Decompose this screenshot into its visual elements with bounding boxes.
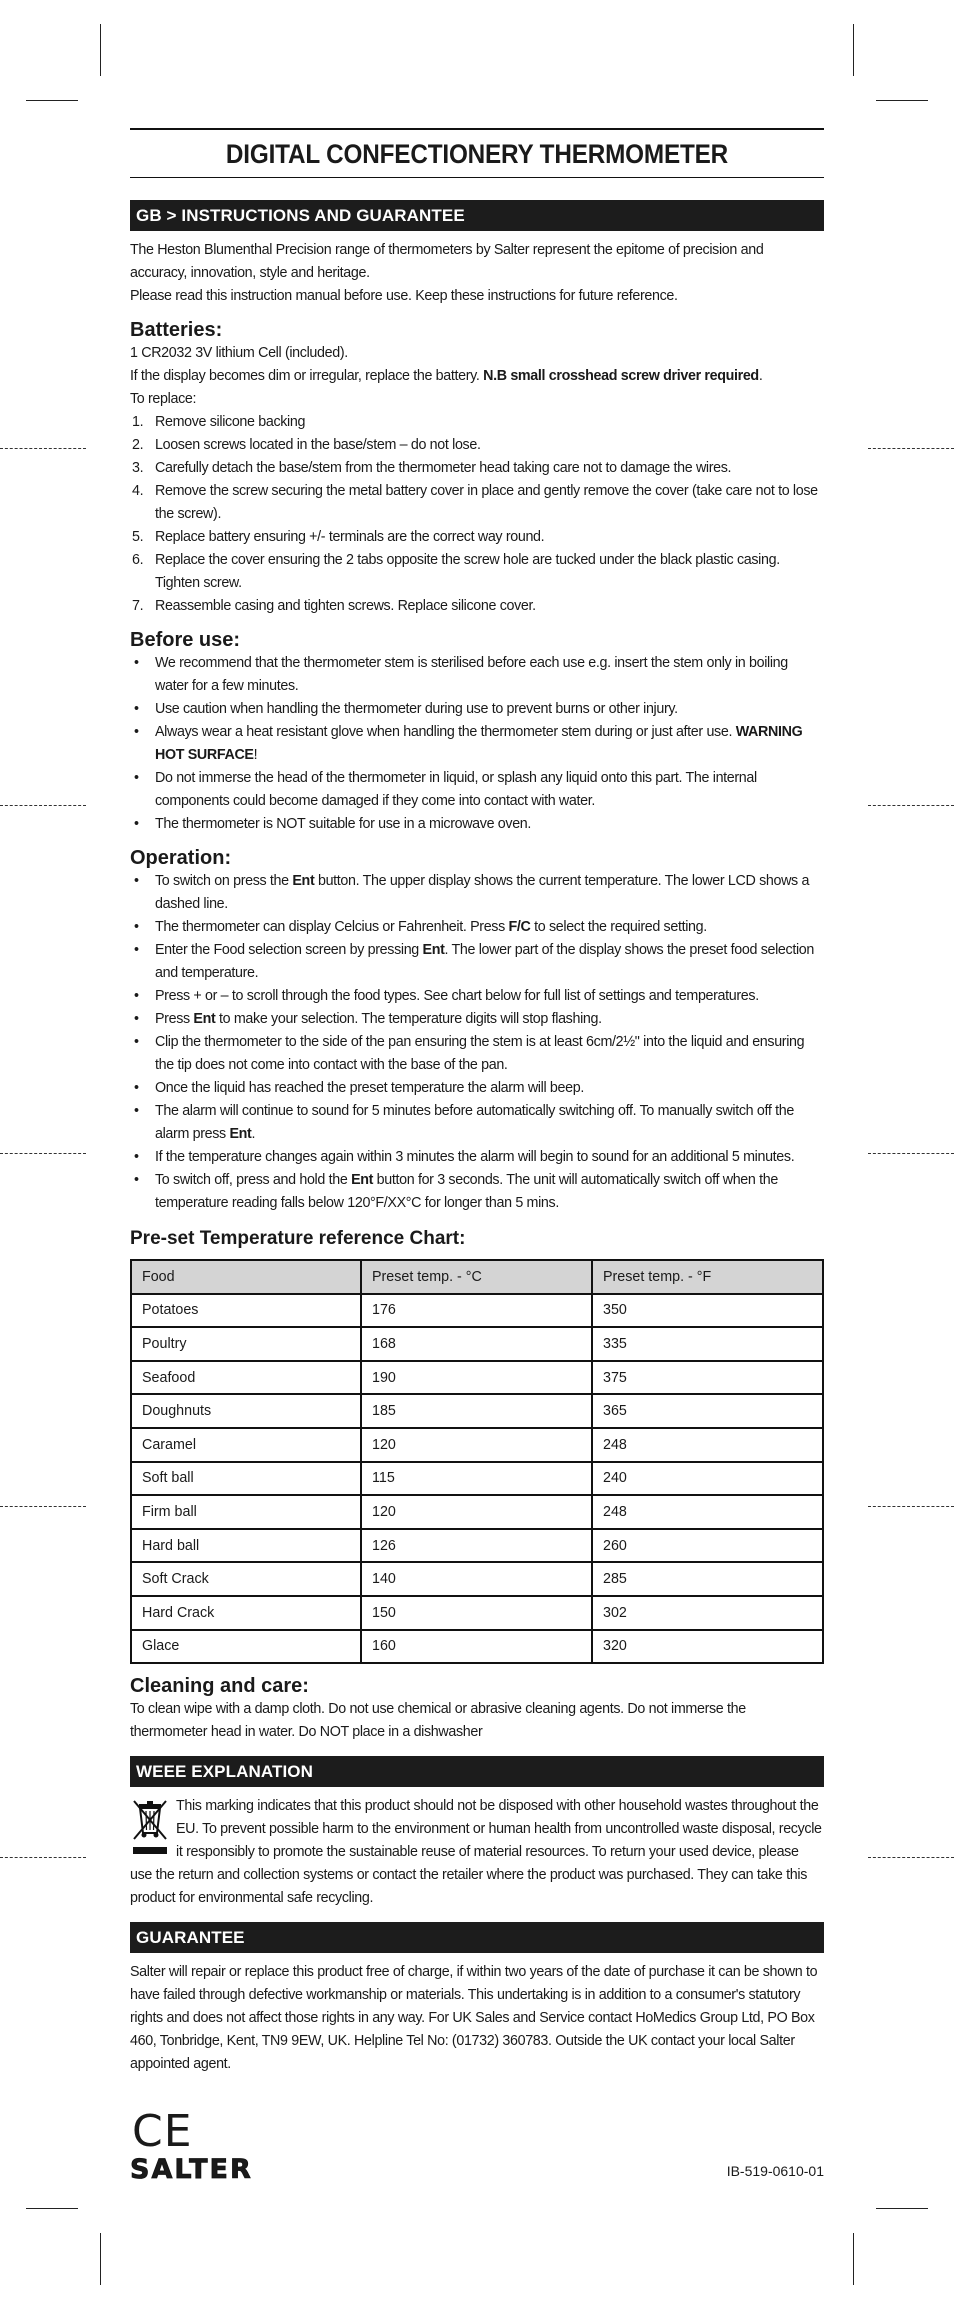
column-header: Food xyxy=(131,1260,361,1294)
table-cell: 260 xyxy=(592,1529,823,1563)
table-cell: 248 xyxy=(592,1428,823,1462)
list-item: • Once the liquid has reached the preset temperature the alarm will beep. xyxy=(134,1080,584,1096)
list-item: 4. Remove the screw securing the metal battery cover in place and gently remove the cover (take care not to lose the screw). xyxy=(132,483,818,522)
list-item: 3. Carefully detach the base/stem from the thermometer head taking care not to damage the wires. xyxy=(132,460,732,476)
column-header: Preset temp. - °C xyxy=(361,1260,592,1294)
list-item: • The thermometer can display Celcius or Fahrenheit. Press F/C to select the required setting. xyxy=(134,919,707,935)
table-cell: 140 xyxy=(361,1562,592,1596)
table-cell: 302 xyxy=(592,1596,823,1630)
table-cell: 185 xyxy=(361,1394,592,1428)
guarantee-text: Salter will repair or replace this product free of charge, if within two years of the date of purchase it can be shown to have failed through defective workmanship or materials. This undertaking is in addition to a consumer's statutory rights and does not affect those rights in any way. For UK Sales and Service contact HoMedics Group Ltd, PO Box 460, Tonbridge, Kent, TN9 9EW, UK. Helpline Tel No: (01732) 360783. Outside the UK contact your local Salter appointed agent. xyxy=(130,1964,818,2073)
list-item: 7. Reassemble casing and tighten screws. Replace silicone cover. xyxy=(132,598,536,614)
table-cell: Hard ball xyxy=(131,1529,361,1563)
crop-mark xyxy=(876,100,928,101)
batteries-heading: Batteries: xyxy=(130,319,223,341)
table-row xyxy=(131,1630,823,1664)
operation-heading: Operation: xyxy=(130,847,232,869)
weee-header: WEEE EXPLANATION xyxy=(130,1756,824,1787)
footer xyxy=(130,2106,824,2185)
table-cell: 115 xyxy=(361,1462,592,1496)
table-cell: 365 xyxy=(592,1394,823,1428)
fold-mark xyxy=(868,1857,954,1858)
fold-mark xyxy=(868,448,954,449)
table-cell: 375 xyxy=(592,1361,823,1395)
list-item: • Use caution when handling the thermometer during use to prevent burns or other injury. xyxy=(134,701,678,717)
table-cell: Firm ball xyxy=(131,1495,361,1529)
crop-mark xyxy=(100,24,101,76)
list-item: 5. Replace battery ensuring +/- terminals are the correct way round. xyxy=(132,529,545,545)
list-item: • Press Ent to make your selection. The temperature digits will stop flashing. xyxy=(134,1011,602,1027)
table-cell: 120 xyxy=(361,1428,592,1462)
crossed-out-wheelie-bin-icon xyxy=(130,1797,170,1857)
fold-mark xyxy=(0,1857,86,1858)
to-replace-label: To replace: xyxy=(130,391,197,407)
instruction-sheet xyxy=(130,128,824,2076)
list-item: • Clip the thermometer to the side of the pan ensuring the stem is at least 6cm/2½" into the liquid and ensuring the tip does not come into contact with the base of the pan. xyxy=(134,1034,805,1073)
battery-type: 1 CR2032 3V lithium Cell (included). xyxy=(130,345,348,361)
table-row xyxy=(131,1428,823,1462)
cleaning-heading: Cleaning and care: xyxy=(130,1675,309,1698)
document-id: IB-519-0610-01 xyxy=(726,2163,824,2179)
list-item: • Always wear a heat resistant glove when handling the thermometer stem during or just after use. WARNING HOT SURFACE! xyxy=(134,724,803,763)
table-cell: 126 xyxy=(361,1529,592,1563)
table-cell: 248 xyxy=(592,1495,823,1529)
table-row xyxy=(131,1462,823,1496)
list-item: • Do not immerse the head of the thermometer in liquid, or splash any liquid onto this part. The internal components could become damaged if they come into contact with water. xyxy=(134,770,757,809)
list-item: 2. Loosen screws located in the base/stem – do not lose. xyxy=(132,437,481,453)
crop-mark xyxy=(853,24,854,76)
chart-heading: Pre-set Temperature reference Chart: xyxy=(130,1228,466,1249)
list-item: 6. Replace the cover ensuring the 2 tabs opposite the screw hole are tucked under the black plastic casing. Tighten screw. xyxy=(132,552,780,591)
table-cell: Seafood xyxy=(131,1361,361,1395)
battery-replace-note: If the display becomes dim or irregular, replace the battery. N.B small crosshead screw driver required. xyxy=(130,368,763,384)
table-cell: 240 xyxy=(592,1462,823,1496)
table-row xyxy=(131,1294,823,1328)
table-cell: 150 xyxy=(361,1596,592,1630)
weee-text: This marking indicates that this product should not be disposed with other household wastes throughout the EU. To prevent possible harm to the environment or human health from uncontrolled waste disposal, recycle it responsibly to promote the sustainable reuse of material resources. To return your used device, please use the return and collection systems or contact the retailer where the product was purchased. They can take this product for environmental safe recycling. xyxy=(130,1798,822,1907)
column-header: Preset temp. - °F xyxy=(592,1260,823,1294)
guarantee-header: GUARANTEE xyxy=(130,1922,824,1953)
table-row xyxy=(131,1596,823,1630)
crop-mark xyxy=(26,100,78,101)
table-cell: 335 xyxy=(592,1327,823,1361)
table-row xyxy=(131,1562,823,1596)
table-cell: 190 xyxy=(361,1361,592,1395)
section-header-gb: GB > INSTRUCTIONS AND GUARANTEE xyxy=(130,200,824,231)
intro-paragraph: Please read this instruction manual before use. Keep these instructions for future reference. xyxy=(130,288,678,304)
table-cell: 168 xyxy=(361,1327,592,1361)
table-cell: Soft Crack xyxy=(131,1562,361,1596)
list-item: • To switch off, press and hold the Ent button for 3 seconds. The unit will automatically switch off when the temperature reading falls below 120°F/XX°C for longer than 5 mins. xyxy=(134,1172,778,1211)
fold-mark xyxy=(868,1506,954,1507)
table-cell: 176 xyxy=(361,1294,592,1328)
weee-block xyxy=(130,1795,824,1910)
table-cell: 350 xyxy=(592,1294,823,1328)
fold-mark xyxy=(0,1153,86,1154)
table-row xyxy=(131,1529,823,1563)
document-title: DIGITAL CONFECTIONERY THERMOMETER xyxy=(225,139,729,169)
table-cell: 320 xyxy=(592,1630,823,1664)
fold-mark xyxy=(0,1506,86,1507)
battery-steps-list xyxy=(130,411,824,618)
table-header-row xyxy=(131,1260,823,1294)
list-item: • Press + or – to scroll through the food types. See chart below for full list of settings and temperatures. xyxy=(134,988,759,1004)
list-item: • We recommend that the thermometer stem is sterilised before each use e.g. insert the stem only in boiling water for a few minutes. xyxy=(134,655,788,694)
table-row xyxy=(131,1361,823,1395)
table-row xyxy=(131,1394,823,1428)
table-cell: Caramel xyxy=(131,1428,361,1462)
table-cell: Soft ball xyxy=(131,1462,361,1496)
list-item: • Enter the Food selection screen by pressing Ent. The lower part of the display shows the preset food selection and temperature. xyxy=(134,942,814,981)
crop-mark xyxy=(100,2233,101,2285)
list-item: • If the temperature changes again within 3 minutes the alarm will begin to sound for an additional 5 minutes. xyxy=(134,1149,795,1165)
table-cell: 285 xyxy=(592,1562,823,1596)
table-cell: Hard Crack xyxy=(131,1596,361,1630)
fold-mark xyxy=(868,1153,954,1154)
table-cell: Glace xyxy=(131,1630,361,1664)
fold-mark xyxy=(0,448,86,449)
crop-mark xyxy=(853,2233,854,2285)
table-cell: 160 xyxy=(361,1630,592,1664)
table-row xyxy=(131,1327,823,1361)
title-rule xyxy=(130,177,824,178)
fold-mark xyxy=(868,805,954,806)
cleaning-text: To clean wipe with a damp cloth. Do not use chemical or abrasive cleaning agents. Do not immerse the thermometer head in water. Do NOT place in a dishwasher xyxy=(130,1701,746,1741)
list-item: 1. Remove silicone backing xyxy=(132,414,306,430)
intro-paragraph: The Heston Blumenthal Precision range of thermometers by Salter represent the epitome of precision and accuracy, innovation, style and heritage. xyxy=(130,242,764,281)
crop-mark xyxy=(26,2208,78,2209)
table-cell: 120 xyxy=(361,1495,592,1529)
list-item: • The alarm will continue to sound for 5 minutes before automatically switching off. To manually switch off the alarm press Ent. xyxy=(134,1103,794,1142)
table-cell: Doughnuts xyxy=(131,1394,361,1428)
table-row xyxy=(131,1495,823,1529)
preset-temperature-table xyxy=(130,1259,824,1664)
crop-mark xyxy=(876,2208,928,2209)
fold-mark xyxy=(0,805,86,806)
ce-mark: CE xyxy=(132,2106,193,2157)
table-cell: Potatoes xyxy=(131,1294,361,1328)
table-cell: Poultry xyxy=(131,1327,361,1361)
list-item: • To switch on press the Ent button. The upper display shows the current temperature. The lower LCD shows a dashed line. xyxy=(134,873,810,912)
before-use-list xyxy=(130,652,824,836)
salter-logo: SALTER xyxy=(130,2154,253,2185)
before-use-heading: Before use: xyxy=(130,629,241,651)
list-item: • The thermometer is NOT suitable for use in a microwave oven. xyxy=(134,816,532,832)
operation-list xyxy=(130,870,824,1215)
